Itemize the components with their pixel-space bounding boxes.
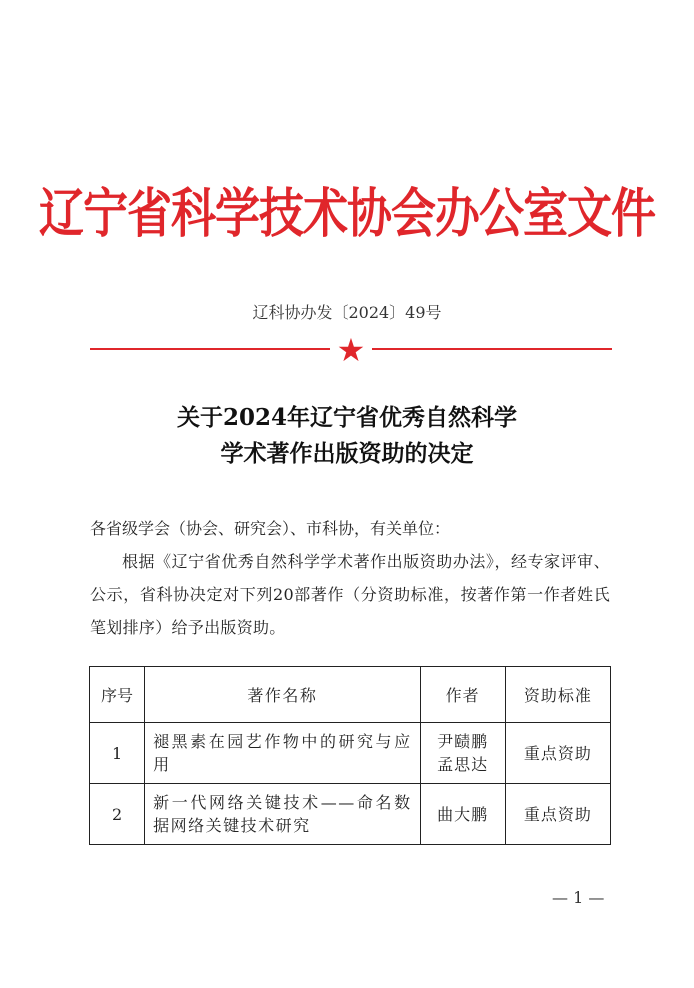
table-header-row xyxy=(90,667,611,723)
header-standard: 资助标准 xyxy=(505,667,610,723)
document-title-line-1: 关于2024年辽宁省优秀自然科学 xyxy=(176,404,517,431)
document-title xyxy=(0,400,694,472)
red-rule-right xyxy=(372,348,612,350)
awards-table xyxy=(89,666,611,845)
header-name: 著作名称 xyxy=(145,667,421,723)
row-author-line: 尹赜鹏 xyxy=(437,732,489,751)
row-name: 新一代网络关键技术——命名数据网络关键技术研究 xyxy=(145,784,421,845)
red-star-icon: ★ xyxy=(336,331,366,369)
row-standard: 重点资助 xyxy=(505,723,610,784)
header-author: 作者 xyxy=(420,667,505,723)
red-header-title: 辽宁省科学技术协会办公室文件 xyxy=(38,181,655,245)
page-number: — 1 — xyxy=(552,888,605,907)
row-no: 2 xyxy=(90,784,145,845)
table-row xyxy=(90,784,611,845)
row-standard: 重点资助 xyxy=(505,784,610,845)
document-number: 辽科协办发〔2024〕49号 xyxy=(252,303,442,322)
row-author xyxy=(420,723,505,784)
red-rule-left xyxy=(90,348,330,350)
table-row xyxy=(90,723,611,784)
row-author-line: 曲大鹏 xyxy=(437,804,489,824)
row-author xyxy=(420,784,505,845)
row-no: 1 xyxy=(90,723,145,784)
salutation: 各省级学会（协会、研究会）、市科协，有关单位： xyxy=(90,519,451,538)
document-title-line-2: 学术著作出版资助的决定 xyxy=(220,440,474,467)
row-author-line: 孟思达 xyxy=(437,755,489,774)
header-no: 序号 xyxy=(90,667,145,723)
body-paragraph: 根据《辽宁省优秀自然科学学术著作出版资助办法》，经专家评审、公示，省科协决定对下列20部著作（分资助标准，按著作第一作者姓氏笔划排序）给予出版资助。 xyxy=(90,552,610,637)
document-body xyxy=(90,512,610,644)
row-name: 褪黑素在园艺作物中的研究与应用 xyxy=(145,723,421,784)
